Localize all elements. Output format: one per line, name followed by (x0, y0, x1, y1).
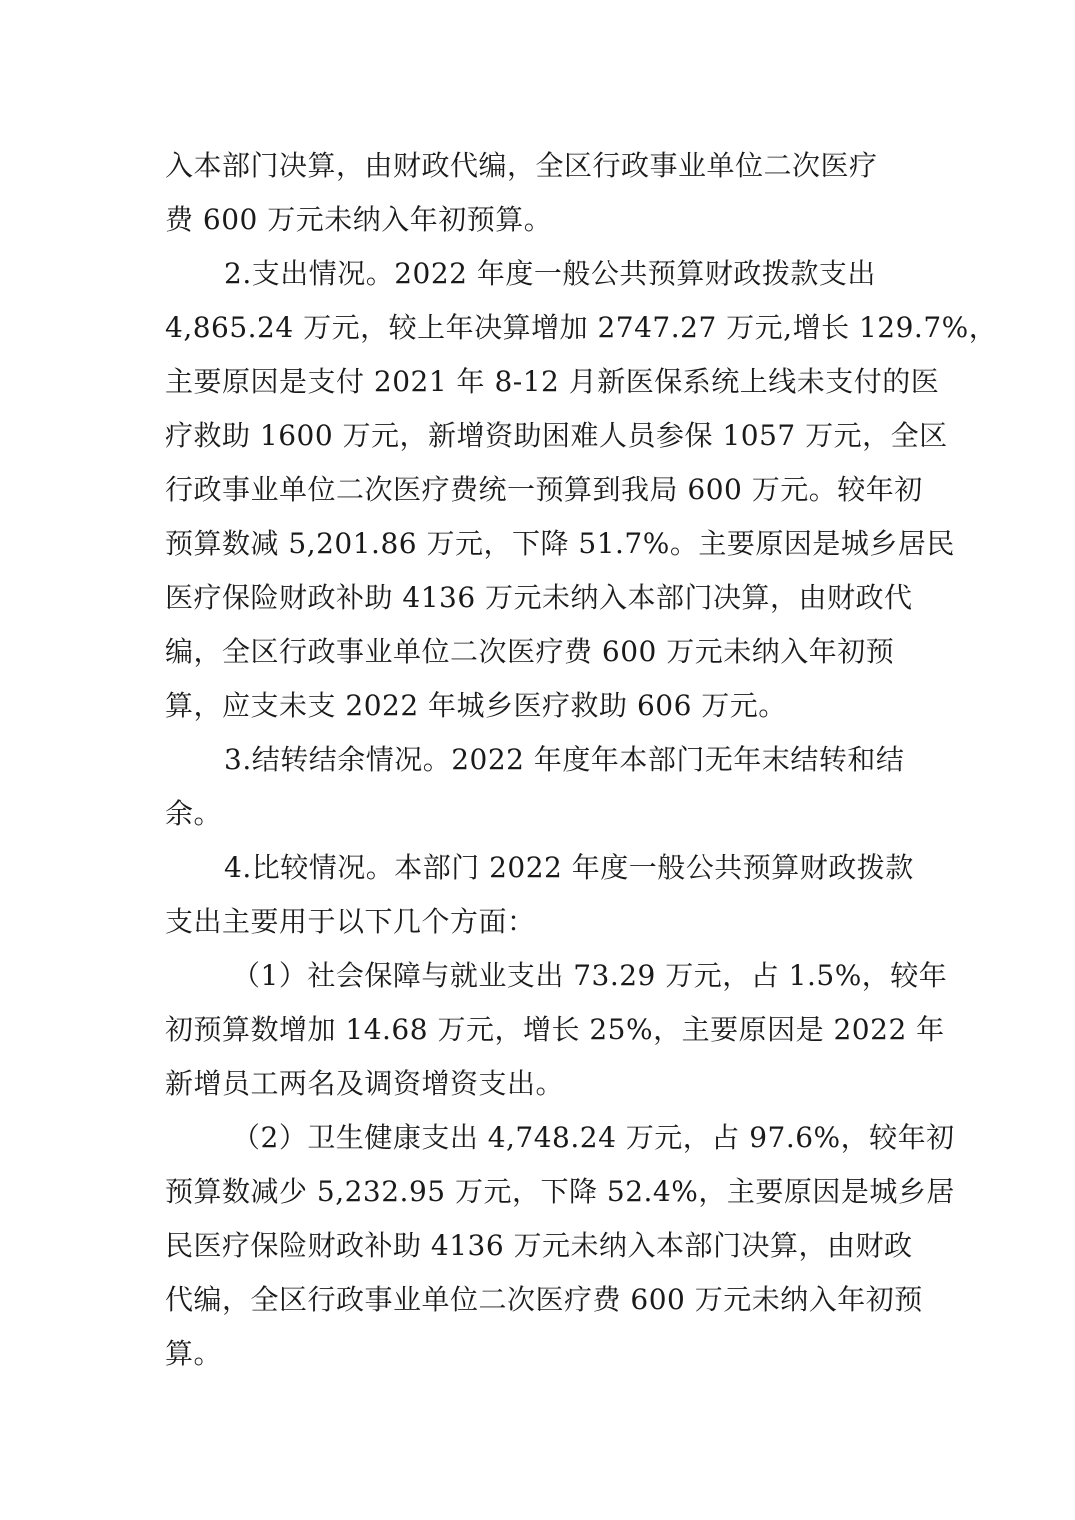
paragraph-line: 代编，全区行政事业单位二次医疗费 600 万元未纳入年初预 (165, 1283, 923, 1316)
paragraph-line: 费 600 万元未纳入年初预算。 (165, 203, 553, 236)
paragraph-line: 支出主要用于以下几个方面： (165, 905, 536, 938)
section-heading-expenditure: 2.支出情况。2022 年度一般公共预算财政拨款支出 (224, 257, 876, 290)
list-item-social-security: （1）社会保障与就业支出 73.29 万元，占 1.5%，较年 (232, 959, 948, 992)
paragraph-line: 疗救助 1600 万元，新增资助困难人员参保 1057 万元，全区 (165, 419, 948, 452)
paragraph-line: 行政事业单位二次医疗费统一预算到我局 600 万元。较年初 (165, 473, 923, 506)
paragraph-line: 算，应支未支 2022 年城乡医疗救助 606 万元。 (165, 689, 787, 722)
paragraph-line: 医疗保险财政补助 4136 万元未纳入本部门决算，由财政代 (165, 581, 913, 614)
section-heading-comparison: 4.比较情况。本部门 2022 年度一般公共预算财政拨款 (224, 851, 914, 884)
paragraph-line: 算。 (165, 1337, 223, 1370)
section-heading-carryover: 3.结转结余情况。2022 年度年本部门无年末结转和结 (224, 743, 905, 776)
paragraph-line: 初预算数增加 14.68 万元，增长 25%，主要原因是 2022 年 (165, 1013, 945, 1046)
paragraph-line: 预算数减少 5,232.95 万元，下降 52.4%，主要原因是城乡居 (165, 1175, 955, 1208)
paragraph-line: 编，全区行政事业单位二次医疗费 600 万元未纳入年初预 (165, 635, 895, 668)
paragraph-line: 余。 (165, 797, 223, 830)
paragraph-line: 主要原因是支付 2021 年 8-12 月新医保系统上线未支付的医 (165, 365, 940, 398)
paragraph-line: 4,865.24 万元，较上年决算增加 2747.27 万元,增长 129.7%， (165, 311, 998, 344)
list-item-health: （2）卫生健康支出 4,748.24 万元，占 97.6%，较年初 (232, 1121, 955, 1154)
paragraph-line: 预算数减 5,201.86 万元，下降 51.7%。主要原因是城乡居民 (165, 527, 955, 560)
paragraph-line: 入本部门决算，由财政代编，全区行政事业单位二次医疗 (165, 149, 878, 182)
paragraph-line: 民医疗保险财政补助 4136 万元未纳入本部门决算，由财政 (165, 1229, 913, 1262)
paragraph-line: 新增员工两名及调资增资支出。 (165, 1067, 565, 1100)
